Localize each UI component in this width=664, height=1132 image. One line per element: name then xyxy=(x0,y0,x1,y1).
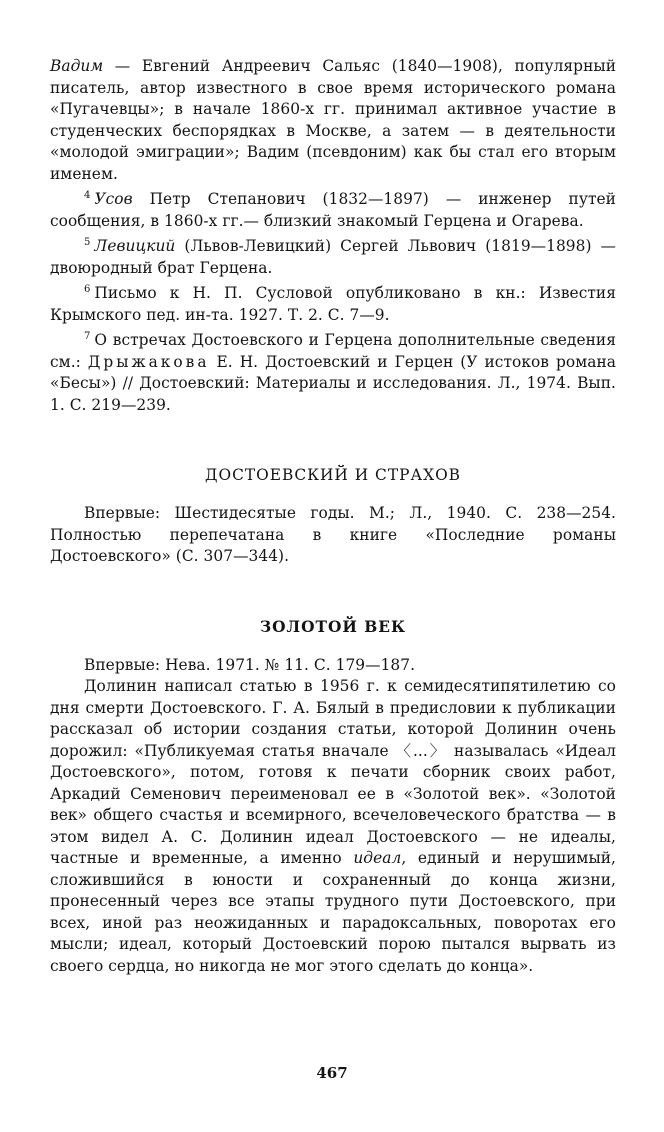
section1-text: Впервые: Шестидесятые годы. М.; Л., 1940. С. 238—254. Полностью перепечатана в книге «Последние романы Достоевского» (С. 307—344). xyxy=(50,504,616,565)
footnote-7-text-after: Е. Н. Достоевский и Герцен (У истоков романа «Бесы») // Достоевский: Материалы и исследования. Л., 1974. Вып. 1. С. 219—239. xyxy=(50,352,616,414)
footnote-vadim-text: — Евгений Андреевич Сальяс (1840—1908), популярный писатель, автор известного в свое время исторического романа «Пугачевцы»; в начале 1860-х гг. принимал активное участие в студенческих беспорядках в Москве, а затем — в деятельности «молодой эмиграции»; Вадим (псевдоним) как бы стал его вторым именем. xyxy=(50,57,616,183)
section2-text-before: Долинин написал статью в 1956 г. к семидесятипятилетию со дня смерти Достоевского. Г. А. Бялый в предисловии к публикации рассказал об истории создания статьи, которой Долинин очень дорожил: «Публикуемая статья вначале 〈...〉 называлась «Идеал Достоевского», потом, готовя к печати сборник своих работ, Аркадий Семенович переименовал ее в «Золотой век». «Золотой век» общего счастья и всемирного, всечеловеческого братства — в этом видел А. С. Долинин идеал Достоевского — не идеалы, частные и временные, а именно xyxy=(50,677,616,867)
footnote-4-name: Усов xyxy=(94,190,133,208)
footnote-vadim xyxy=(50,56,616,185)
footnote-6-number: 6 xyxy=(84,283,91,295)
section2-text xyxy=(50,676,616,977)
footnote-4-text: Петр Степанович (1832—1897) — инженер путей сообщения, в 1860-х гг.— близкий знакомый Герцена и Огарева. xyxy=(50,190,616,230)
page-body xyxy=(50,56,616,977)
footnote-6 xyxy=(50,283,616,326)
section-title-golden-age: ЗОЛОТОЙ ВЕК xyxy=(259,617,407,636)
footnote-7 xyxy=(50,330,616,416)
footnote-5-number: 5 xyxy=(84,236,91,248)
footnote-4 xyxy=(50,189,616,232)
footnote-5-name: Левицкий xyxy=(94,237,176,255)
footnote-4-number: 4 xyxy=(84,189,91,201)
section2-first-publication: Впервые: Нева. 1971. № 11. С. 179—187. xyxy=(84,655,416,674)
footnote-6-text: Письмо к Н. П. Сусловой опубликовано в кн.: Известия Крымского пед. ин-та. 1927. Т. 2. С. 7—9. xyxy=(50,284,616,324)
section2-emphasis: идеал xyxy=(353,849,402,867)
footnote-7-author: Дрыжакова xyxy=(87,352,210,371)
footnote-7-number: 7 xyxy=(84,330,91,342)
footnote-5 xyxy=(50,236,616,279)
section2-text-after: , единый и нерушимый, сложившийся в юности и сохраненный до конца жизни, пронесенный через все этапы трудного пути Достоевского, при всех, иной раз неожиданных и парадоксальных, поворотах его мысли; идеал, который Достоевский порою пытался вырвать из своего сердца, но никогда не мог этого сделать до конца». xyxy=(50,849,616,975)
page-number: 467 xyxy=(316,1064,348,1082)
footnote-7-text-before: О встречах Достоевского и Герцена дополнительные сведения см.: xyxy=(50,331,616,371)
footnote-vadim-name: Вадим xyxy=(50,57,104,75)
section-title-dostoevsky-strakhov: ДОСТОЕВСКИЙ И СТРАХОВ xyxy=(204,466,461,484)
footnote-5-text: (Львов-Левицкий) Сергей Львович (1819—1898) — двоюродный брат Герцена. xyxy=(50,237,616,277)
